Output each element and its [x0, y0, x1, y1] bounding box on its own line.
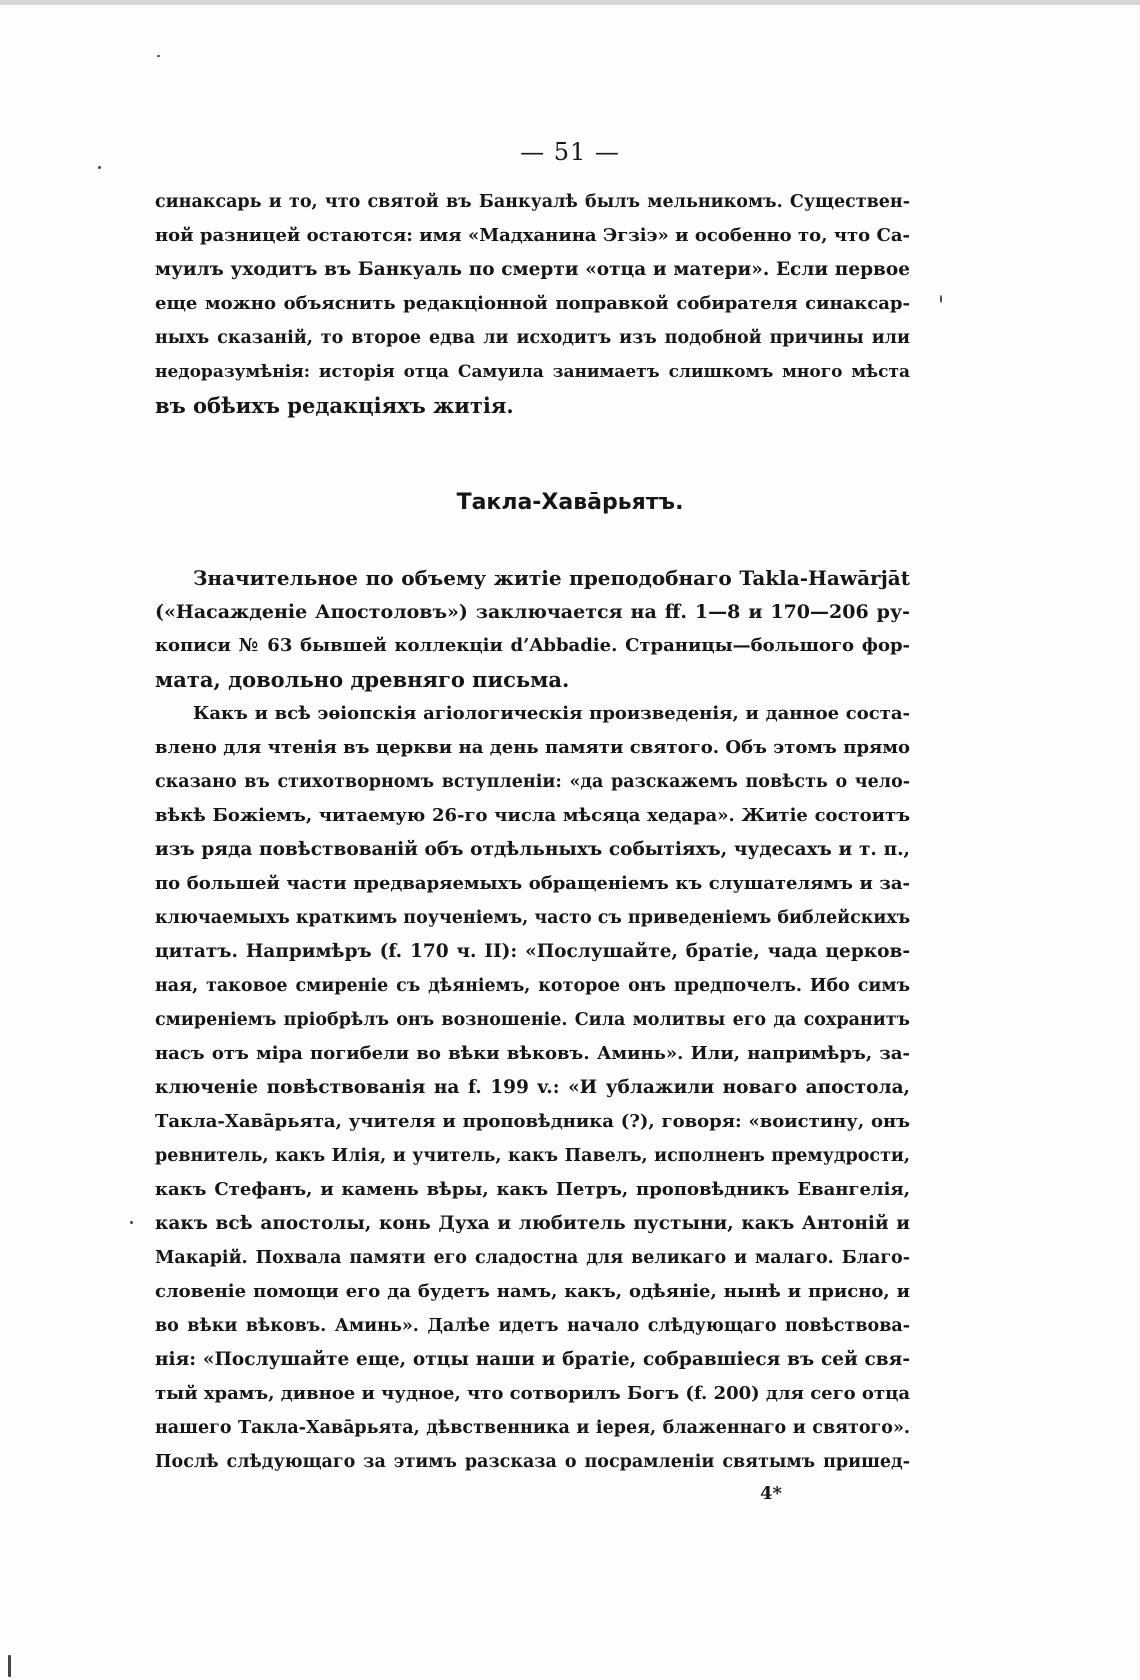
scan-top-edge [0, 0, 1140, 5]
signature-mark: 4* [760, 1483, 782, 1504]
text-line: нашего Такла-Хавāрьята, дѣвственника и іерея, блаженнаго и святого». [155, 1418, 910, 1438]
text-line: тый храмъ, дивное и чудное, что сотворилъ Богъ (f. 200) для сего отца [155, 1383, 910, 1404]
scan-speck [130, 1221, 133, 1224]
text-line: («Насажденіе Апостоловъ») заключается на ff. 1—8 и 170—206 ру- [155, 601, 910, 623]
text-line: синаксарь и то, что святой въ Банкуалѣ былъ мельникомъ. Существен- [155, 192, 910, 212]
text-line: ной разницей остаются: имя «Мадханина Эгзіэ» и особенно то, что Са- [155, 225, 910, 246]
scan-speck [98, 166, 101, 169]
text-line: муилъ уходитъ въ Банкуаль по смерти «отца и матери». Если первое [155, 259, 910, 280]
text-line: ревнитель, какъ Илія, и учитель, какъ Павелъ, исполненъ премудрости, [155, 1146, 910, 1166]
section-heading: Такла-Хавāрьятъ. [456, 490, 684, 515]
text-line: недоразумѣнія: исторія отца Самуила занимаетъ слишкомъ много мѣста [155, 362, 910, 382]
text-line: смиреніемъ пріобрѣлъ онъ вознoшеніе. Сила молитвы его да сохранитъ [155, 1010, 910, 1030]
text-line: сказано въ стихотворномъ вступленіи: «да разскажемъ повѣсть о чело- [155, 772, 910, 792]
text-line: ныхъ сказаній, то второе едва ли исходитъ изъ подобной причины или [155, 328, 910, 348]
text-line: ная, таковое смиреніе съ дѣяніемъ, которое онъ предпочелъ. Ибо симъ [155, 976, 910, 996]
text-line: изъ ряда повѣствованій объ отдѣльныхъ событіяхъ, чудесахъ и т. п., [155, 839, 910, 860]
text-line: влено для чтенія въ церкви на день памяти святого. Объ этомъ прямо [155, 737, 910, 758]
text-line: Значительное по объему житіе преподобнаго Takla-Hawārjāt [193, 566, 910, 590]
text-line: кописи № 63 бывшей коллекціи d’Abbadie. Страницы—большого фор- [155, 635, 910, 656]
text-line: во вѣки вѣковъ. Аминь». Далѣе идетъ начало слѣдующаго повѣствова- [155, 1316, 910, 1336]
text-line: цитатъ. Напримѣръ (f. 170 ч. II): «Послушайте, братіе, чада церков- [155, 941, 910, 962]
text-line: въ обѣихъ редакціяхъ житія. [155, 393, 514, 418]
text-line: вѣкѣ Божіемъ, читаемую 26-го числа мѣсяца хедара». Житіе состоитъ [155, 805, 910, 826]
text-line: по большей части предваряемыхъ обращеніемъ къ слушателямъ и за- [155, 873, 910, 894]
text-line: какъ Стефанъ, и камень вѣры, какъ Петръ, проповѣдникъ Евангелія, [155, 1179, 910, 1200]
scan-speck [157, 55, 160, 57]
text-line: Макарій. Похвала памяти его сладостна для великаго и малаго. Благо- [155, 1248, 910, 1268]
text-line: насъ отъ міра погибели во вѣки вѣковъ. Аминь». Или, напримѣръ, за- [155, 1043, 910, 1064]
page-number: — 51 — [520, 138, 620, 166]
text-line: еще можно объяснить редакціонной поправкой собирателя синаксар- [155, 293, 910, 314]
scan-speck [8, 1655, 11, 1677]
paragraph-2 [155, 561, 910, 697]
text-line: ключаемыхъ краткимъ поученіемъ, часто съ приведеніемъ библейскихъ [155, 908, 910, 928]
text-line: нія: «Послушайте еще, отцы наши и братіе, собравшіеся въ сей свя- [155, 1349, 910, 1370]
top-paragraph [155, 185, 910, 423]
text-line: Такла-Хавāрьята, учителя и проповѣдника (?), говоря: «воистину, онъ [155, 1111, 910, 1132]
scan-speck [940, 295, 942, 303]
text-line: Какъ и всѣ эѳіопскія агіологическія произведенія, и данное соста- [193, 703, 910, 724]
text-line: словеніе помощи его да будетъ намъ, какъ, одѣяніе, нынѣ и присно, и [155, 1281, 910, 1302]
text-line: какъ всѣ апостолы, конь Духа и любитель пустыни, какъ Антоній и [155, 1213, 910, 1234]
text-line: мата, довольно древняго письма. [155, 667, 570, 692]
paragraph-3 [155, 697, 910, 1479]
text-line: ключеніе повѣствованія на f. 199 v.: «И ублажили новаго апостола, [155, 1077, 910, 1098]
text-line: Послѣ слѣдующаго за этимъ разсказа о посрамленіи святымъ пришед- [155, 1452, 910, 1472]
